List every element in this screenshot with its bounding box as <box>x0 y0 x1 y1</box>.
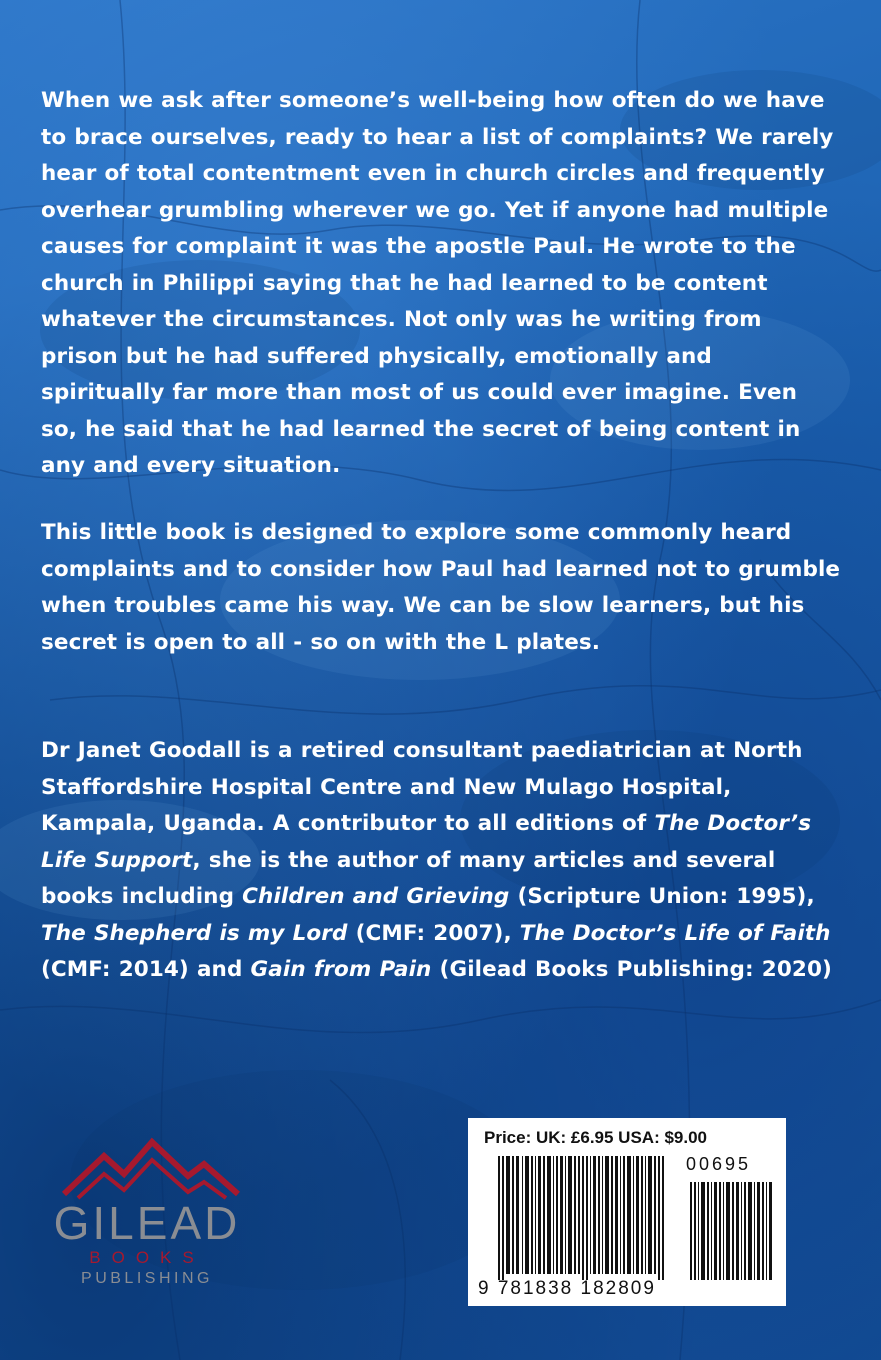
book-title-shepherd-is-my-lord: The Shepherd is my Lord <box>41 920 348 946</box>
logo-publishing-text: PUBLISHING <box>81 1270 213 1287</box>
author-bio-text: , she is the author of many articles and several books including <box>41 847 776 909</box>
book-title-gain-from-pain: Gain from Pain <box>250 957 432 982</box>
author-bio-text: (Scripture Union: 1995), <box>509 884 815 909</box>
book-title-children-and-grieving: Children and Grieving <box>242 884 510 909</box>
price-label: Price: UK: £6.95 USA: $9.00 <box>484 1128 707 1147</box>
logo-books-text: BOOKS <box>89 1248 205 1267</box>
author-bio-text: (CMF: 2007), <box>347 920 520 946</box>
author-bio-text: (Gilead Books Publishing: 2020) <box>431 957 832 982</box>
blurb-paragraph-1: When we ask after someone’s well-being how often do we have to brace ourselves, ready to hear a list of complaints? We rarely hear of total contentment even in church circles and frequently overhear grumbling wherever we go. Yet if anyone had multiple causes for complaint it was the apostle Paul. He wrote to the church in Philippi saying that he had learned to be content whatever the circumstances. Not only was he writing from prison but he had suffered physically, emotionally and spiritually far more than most of us could ever imagine. Even so, he said that he had learned the secret of being content in any and every situation. <box>41 88 834 478</box>
isbn-digits: 9 781838 182809 <box>478 1278 656 1299</box>
author-bio <box>41 733 841 989</box>
book-title-doctors-life-of-faith: The Doctor’s Life of Faith <box>519 920 831 946</box>
barcode-panel <box>468 1118 786 1306</box>
barcode-addon-digits: 00695 <box>686 1154 752 1174</box>
logo-gilead-text: GILEAD <box>53 1197 241 1249</box>
author-bio-text: (CMF: 2014) and <box>41 957 251 982</box>
book-title-doctors-life-support: The Doctor’s Life Support <box>41 811 812 873</box>
author-bio-text: Dr Janet Goodall is a retired consultant paediatrician at North Staffordshire Hospital Centre and New Mulago Hospital, Kampala, Uganda. A contributor to all editions of <box>41 738 803 836</box>
publisher-logo <box>42 1128 252 1298</box>
blurb-paragraph-2: This little book is designed to explore some commonly heard complaints and to consider how Paul had learned not to grumble when troubles came his way. We can be slow learners, but his secret is open to all - so on with the L plates. <box>41 520 841 655</box>
